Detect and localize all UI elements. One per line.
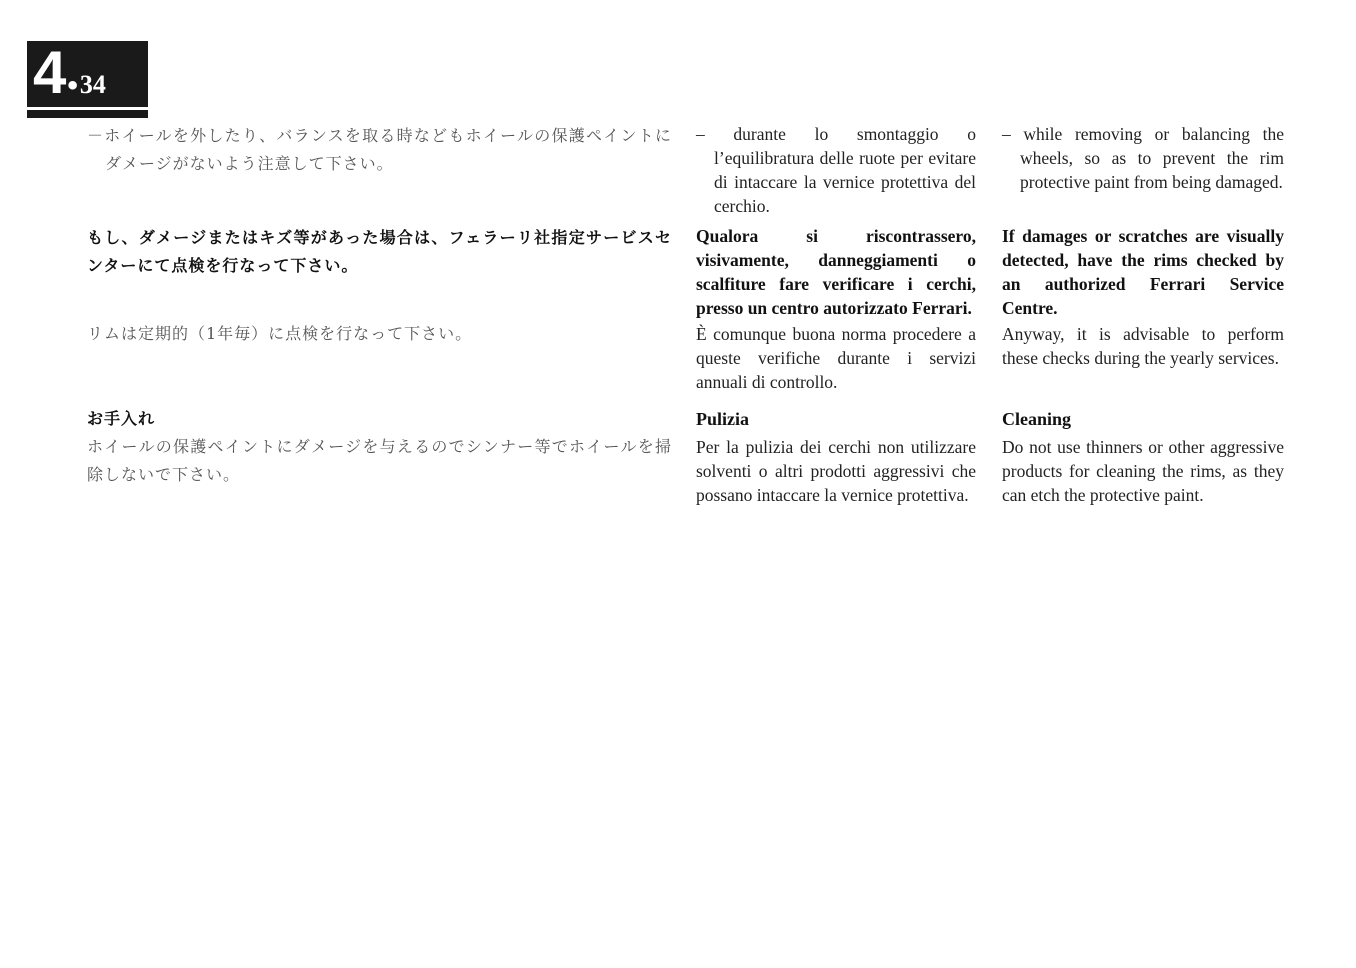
ja-heading-text: お手入れ xyxy=(87,409,156,428)
page-number: 34 xyxy=(79,70,106,99)
en-item-text: – while removing or balancing the wheels, so as to prevent the rim protective paint from being damaged. xyxy=(1002,124,1284,192)
it-cleaning xyxy=(696,435,976,507)
en-cleaning-text: Do not use thinners or other aggressive products for cleaning the rims, as they can etch the protective paint. xyxy=(1002,437,1284,505)
en-cleaning-heading xyxy=(1002,407,1284,431)
it-item-wheel-removal xyxy=(696,122,976,218)
ja-periodic-check xyxy=(87,320,672,348)
it-periodic-check xyxy=(696,322,976,394)
ja-check-text: リムは定期的（1年毎）に点検を行なって下さい。 xyxy=(87,324,473,343)
ja-item-wheel-removal xyxy=(87,122,672,178)
it-cleaning-text: Per la pulizia dei cerchi non utilizzare solventi o altri prodotti aggressivi che possano intaccare la vernice protettiva. xyxy=(696,437,976,505)
en-item-wheel-removal xyxy=(1002,122,1284,194)
chapter-number: 4 xyxy=(33,39,65,106)
ja-warning xyxy=(87,224,672,280)
it-warning-text: Qualora si riscontrassero, visivamente, danneggiamenti o scalfiture fare verificare i cerchi, presso un centro autorizzato Ferrari. xyxy=(696,226,976,318)
it-cleaning-heading xyxy=(696,407,976,431)
en-warning-text: If damages or scratches are visually detected, have the rims checked by an authorized Ferrari Service Centre. xyxy=(1002,226,1284,318)
en-warning xyxy=(1002,224,1284,320)
ja-warning-text: もし、ダメージまたはキズ等があった場合は、フェラーリ社指定サービスセンターにて点検を行なって下さい。 xyxy=(87,228,672,275)
it-warning xyxy=(696,224,976,320)
ja-cleaning-text: ホイールの保護ペイントにダメージを与えるのでシンナー等でホイールを掃除しないで下さい。 xyxy=(87,437,672,484)
ja-item-text: －ホイールを外したり、バランスを取る時などもホイールの保護ペイントにダメージがないよう注意して下さい。 xyxy=(87,126,672,173)
header-rule xyxy=(27,110,148,118)
en-heading-text: Cleaning xyxy=(1002,409,1072,429)
ja-cleaning xyxy=(87,433,672,489)
it-item-text: – durante lo smontaggio o l’equilibratura delle ruote per evitare di intaccare la vernice protettiva del cerchio. xyxy=(696,124,976,216)
it-check-text: È comunque buona norma procedere a queste verifiche durante i servizi annuali di controllo. xyxy=(696,324,976,392)
ja-cleaning-heading xyxy=(87,407,672,431)
en-cleaning xyxy=(1002,435,1284,507)
page-number-badge xyxy=(27,41,148,107)
en-check-text: Anyway, it is advisable to perform these checks during the yearly services. xyxy=(1002,324,1284,368)
it-heading-text: Pulizia xyxy=(696,409,749,429)
en-periodic-check xyxy=(1002,322,1284,370)
page-separator: • xyxy=(67,69,78,102)
